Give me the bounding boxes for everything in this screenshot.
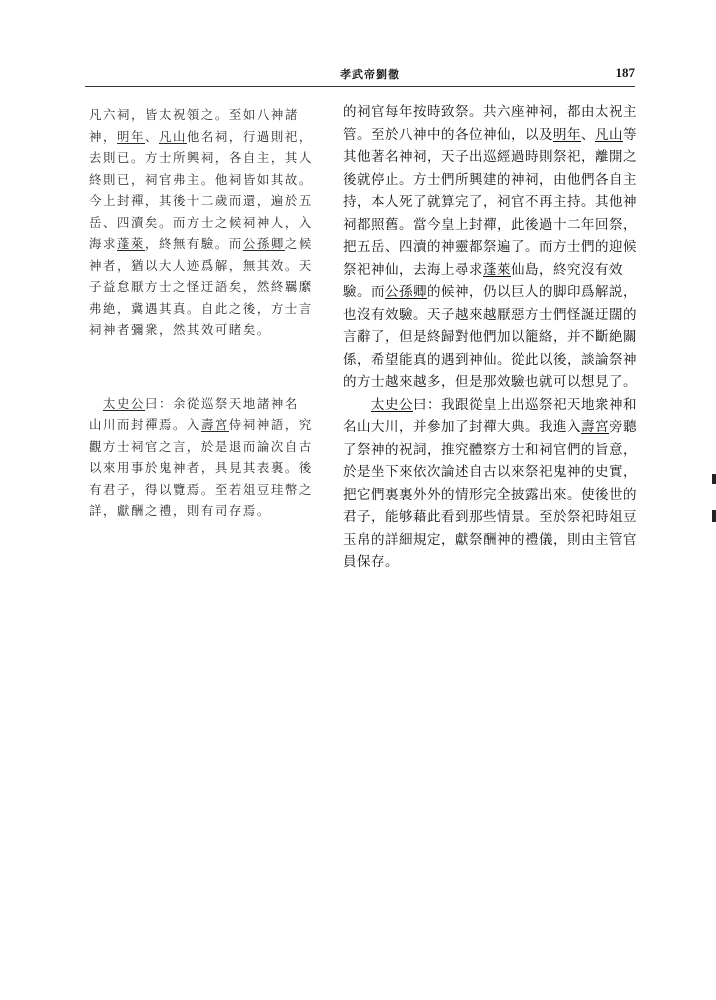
text-line	[89, 479, 321, 501]
text-line	[343, 236, 635, 259]
running-title: 孝武帝劉徹	[340, 68, 400, 81]
proper-name-underlined: 太史公	[103, 395, 145, 411]
text-line	[343, 484, 635, 507]
text-segment: 神者，猶以大人迹爲解，無其效。天	[89, 257, 313, 273]
text-segment: 弗絶，冀遇其真。自此之後，方士言	[89, 300, 313, 316]
text-segment: 岳、四瀆矣。而方士之候祠神人，入	[89, 214, 313, 230]
header-rule	[85, 86, 635, 87]
proper-name-underlined: 壽宮	[200, 417, 229, 432]
text-line	[343, 394, 635, 417]
text-segment: 驗。而	[343, 284, 385, 300]
text-segment: 把它們裏裏外外的情形完全披露出來。使後世的	[343, 486, 637, 503]
running-header	[85, 66, 635, 88]
proper-name-underlined: 凡山	[595, 126, 623, 143]
text-segment: 祠都照舊。當今皇上封禪，此後過十二年回祭，	[343, 216, 637, 233]
text-segment: 後就停止。方士們所興建的神祠，由他們各自主	[343, 171, 637, 188]
page-number: 187	[615, 65, 635, 80]
text-line	[89, 319, 321, 341]
text-line	[89, 104, 321, 126]
text-segment: 以來用事於鬼神者，具見其表裏。後	[89, 460, 313, 475]
text-line	[89, 190, 321, 212]
proper-name-underlined: 壽宮	[581, 419, 609, 435]
text-segment: 有君子，得以覽焉。至若俎豆珪幣之	[89, 481, 313, 497]
classical-paragraph-1	[89, 104, 321, 341]
text-segment: 曰：我跟從皇上出巡祭祀天地衆神和	[413, 396, 637, 413]
text-line	[343, 191, 635, 214]
text-segment: 仙島，終究沒有效	[511, 261, 623, 278]
text-line	[343, 349, 635, 372]
text-segment: ，終無有驗。而	[144, 236, 243, 251]
text-line	[89, 212, 321, 234]
classical-paragraph-2	[89, 393, 321, 522]
text-segment: 、	[581, 126, 595, 143]
text-segment: 今上封禪，其後十二歲而還，遍於五	[89, 193, 313, 208]
text-segment: 海求	[89, 236, 117, 251]
text-segment: 的方士越來越多，但是那效驗也就可以想見了。	[343, 374, 637, 390]
text-segment: 管。至於八神中的各位神仙，以及	[343, 126, 553, 143]
text-segment: 子益怠厭方士之怪迂語矣，然終羈縻	[89, 279, 313, 294]
text-line	[343, 304, 635, 327]
text-segment: 、	[144, 128, 159, 144]
text-line	[343, 281, 635, 304]
text-line	[89, 233, 321, 255]
text-segment: 詳，獻酬之禮，則有司存焉。	[89, 503, 271, 518]
text-segment: 把五岳、四瀆的神靈都祭遍了。而方士們的迎候	[343, 239, 637, 255]
proper-name-underlined: 明年	[553, 126, 581, 143]
text-segment: 侍祠神語，究	[228, 417, 313, 432]
text-segment: 之候	[284, 236, 313, 251]
text-line	[343, 169, 635, 192]
text-segment: 去則已。方士所興祠，各自主，其人	[89, 150, 313, 165]
text-segment: 山川而封禪焉。入	[89, 417, 201, 432]
text-line	[343, 416, 635, 439]
proper-name-underlined: 公孫卿	[242, 236, 285, 251]
proper-name-underlined: 蓬萊	[116, 236, 145, 251]
text-segment: 祠神者彌衆，然其效可睹矣。	[89, 322, 271, 337]
text-line	[343, 529, 635, 552]
text-segment: 了祭神的祝詞，推究體察方士和祠官們的旨意，	[343, 441, 637, 458]
text-segment: 凡六祠，皆太祝領之。至如八神諸	[89, 107, 299, 122]
text-line	[89, 414, 321, 436]
proper-name-underlined: 太史公	[371, 396, 413, 413]
text-segment: 神，	[89, 128, 117, 144]
text-line	[343, 259, 635, 282]
text-segment: 係，希望能真的遇到神仙。從此以後，談論祭神	[343, 351, 637, 368]
text-line	[89, 500, 321, 522]
text-line	[89, 147, 321, 169]
text-segment: 於是坐下來依次論述自古以來祭祀鬼神的史實，	[343, 464, 637, 480]
text-line	[343, 124, 635, 147]
text-line	[89, 298, 321, 320]
translation-paragraph-1	[343, 101, 635, 394]
text-segment	[89, 396, 103, 411]
text-segment: 言辭了，但是終歸對他們加以籠絡，并不斷絶關	[343, 329, 637, 345]
text-line	[343, 214, 635, 237]
text-segment: 持，本人死了就算完了，祠官不再主持。其他神	[343, 194, 637, 210]
text-segment: 等	[623, 126, 637, 143]
scan-edge-mark	[712, 510, 716, 522]
text-line	[89, 276, 321, 298]
translation-paragraph-2	[343, 394, 635, 574]
text-segment: 員保存。	[343, 554, 399, 570]
proper-name-underlined: 公孫卿	[385, 284, 427, 300]
translation-text-column	[343, 101, 635, 574]
text-line	[89, 169, 321, 191]
text-line	[89, 255, 321, 277]
text-segment: 玉帛的詳細規定，獻祭酬神的禮儀，則由主管官	[343, 531, 637, 548]
text-segment: 其他著名神祠，天子出巡經過時則祭祀，離開之	[343, 149, 637, 165]
text-line	[343, 146, 635, 169]
text-line	[89, 126, 321, 148]
text-line	[343, 551, 635, 574]
text-line	[89, 393, 321, 415]
text-line	[343, 439, 635, 462]
text-line	[343, 371, 635, 394]
proper-name-underlined: 蓬萊	[483, 261, 511, 278]
text-line	[343, 506, 635, 529]
text-segment: 祭祀神仙，去海上尋求	[343, 261, 483, 278]
proper-name-underlined: 明年	[116, 128, 145, 144]
proper-name-underlined: 凡山	[158, 128, 187, 144]
text-line	[89, 457, 321, 479]
text-segment: 旁聽	[609, 419, 637, 435]
scan-edge-mark	[712, 474, 716, 484]
classical-text-column	[89, 104, 321, 522]
text-segment	[343, 397, 371, 413]
text-line	[343, 326, 635, 349]
text-line	[89, 436, 321, 458]
text-segment: 終則已，祠官弗主。他祠皆如其故。	[89, 171, 313, 187]
text-segment: 也沒有效驗。天子越來越厭惡方士們怪誕迂闊的	[343, 306, 637, 323]
text-segment: 君子，能够藉此看到那些情景。至於祭祀時俎豆	[343, 509, 637, 525]
text-segment: 名山大川，并參加了封禪大典。我進入	[343, 419, 581, 435]
text-segment: 觀方士祠官之言，於是退而論次自古	[89, 438, 313, 454]
text-segment: 的候神，仍以巨人的脚印爲解説，	[427, 284, 637, 300]
text-line	[343, 461, 635, 484]
text-line	[343, 101, 635, 124]
text-segment: 他名祠，行過則祀，	[186, 128, 313, 144]
text-segment: 曰：余從巡祭天地諸神名	[144, 395, 299, 411]
text-segment: 的祠官每年按時致祭。共六座神祠，都由太祝主	[343, 104, 637, 120]
